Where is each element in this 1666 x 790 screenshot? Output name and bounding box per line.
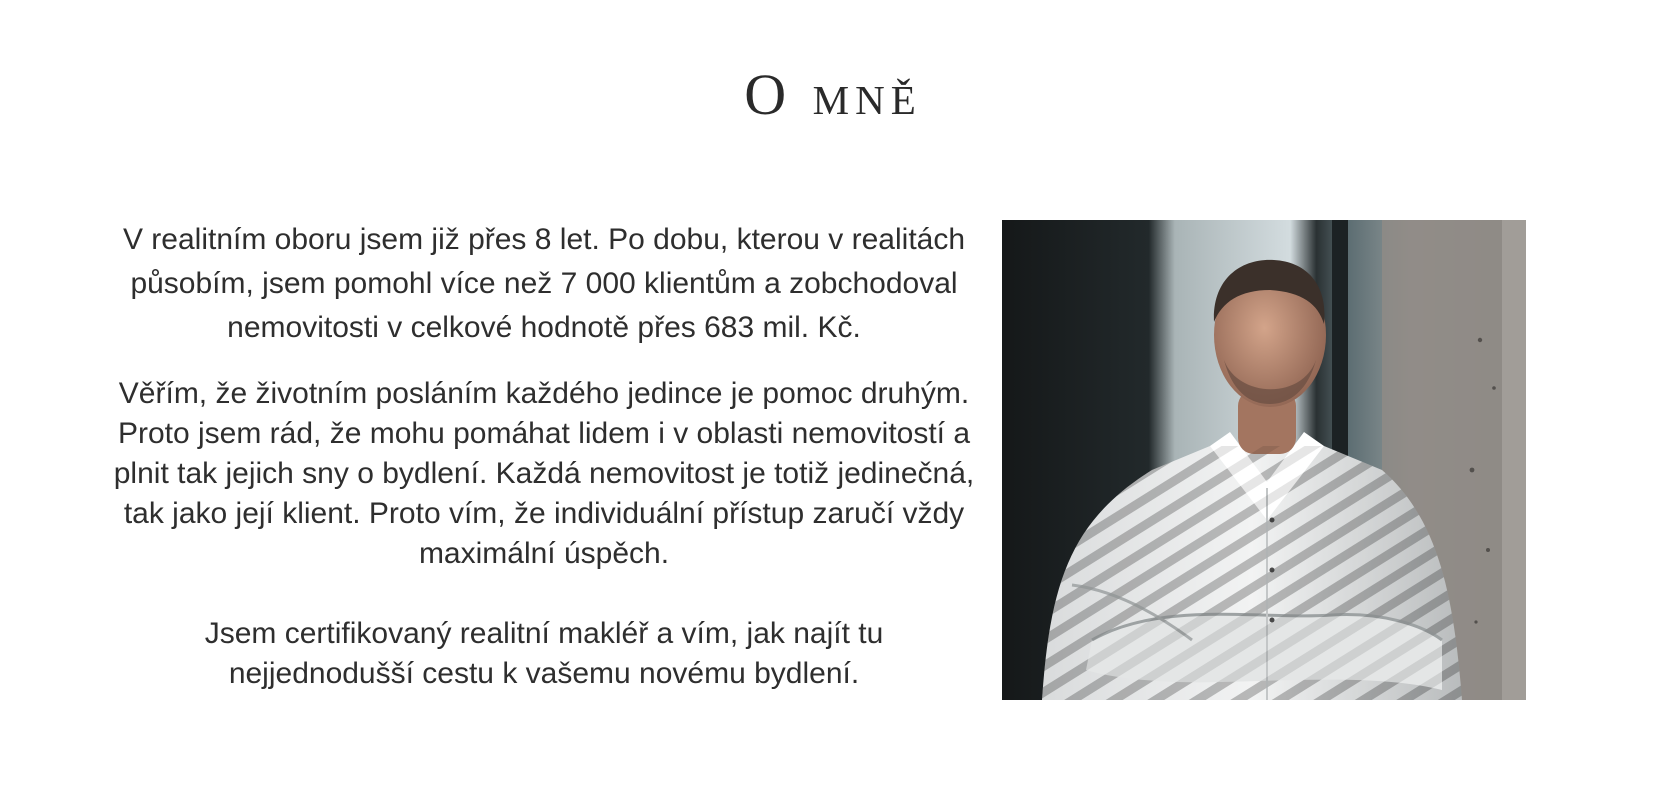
about-paragraph-experience: V realitním oboru jsem již přes 8 let. Po dobu, kterou v realitách působím, jsem pomohl více než 7 000 klientům a zobchodoval nemovitosti v celkové hodnotě přes 683 mil. Kč. xyxy=(122,223,966,344)
about-paragraph-mission: Věřím, že životním posláním každého jedince je pomoc druhým. Proto jsem rád, že mohu pomáhat lidem i v oblasti nemovitostí a plnit tak jejich sny o bydlení. Každá nemovitost je totiž jedinečná, tak jako její klient. Proto vím, že individuální přístup zaručí vždy maximální úspěch. xyxy=(113,377,975,570)
portrait-photo xyxy=(1002,220,1526,700)
about-paragraph-certification: Jsem certifikovaný realitní makléř a vím, jak najít tu nejjednodušší cestu k vašemu novému bydlení. xyxy=(204,617,884,690)
section-title: O mně xyxy=(744,62,922,127)
portrait-illustration xyxy=(1002,220,1526,700)
about-text xyxy=(110,218,978,694)
